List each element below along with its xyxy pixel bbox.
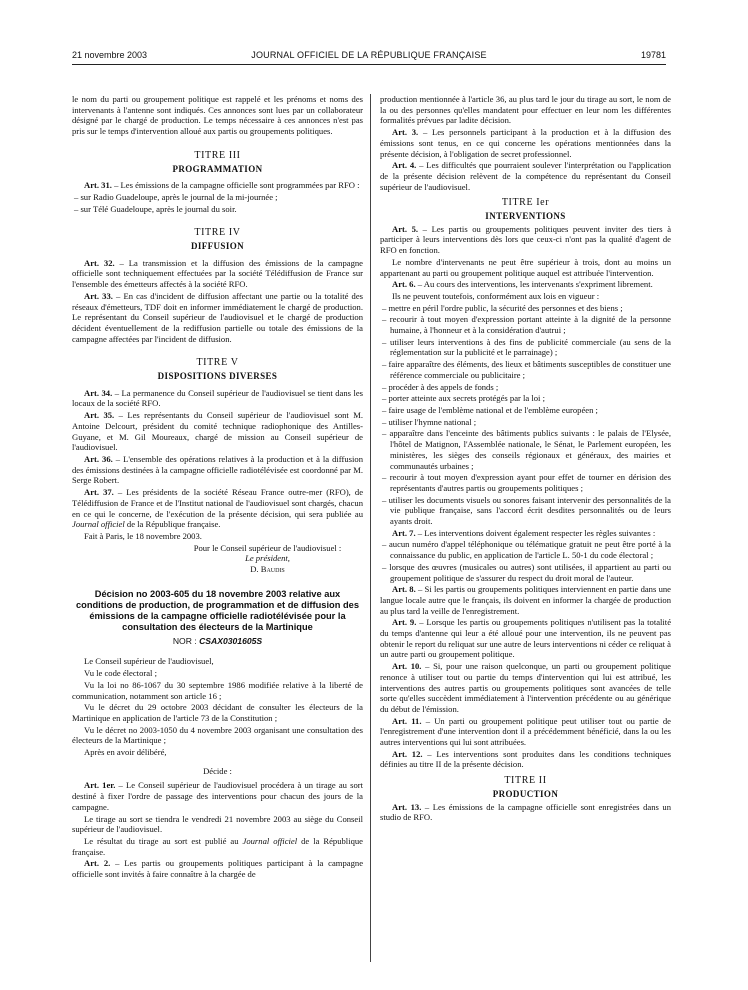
article-label: Art. 12.	[392, 748, 423, 759]
article-text: – Les émissions de la campagne officielle sont enregistrées dans un studio de RFO.	[380, 801, 672, 823]
article-text: – Les interventions doivent également respecter les règles suivantes :	[415, 527, 656, 538]
titre-heading: TITRE V	[196, 357, 239, 369]
article-text: – Si, pour une raison quelconque, un parti ou groupement politique renonce à utiliser tout ou partie du temps d'intervention qui lui est attribué, les interventions des autres partis ou groupements politiques sont avancées de telle sorte qu'elles succèdent immédiatement à l'intervention précédente ou au générique du début de l'émission.	[380, 661, 671, 714]
article-4	[380, 160, 671, 192]
list-item: – sur Radio Guadeloupe, après le journal de la mi-journée ;	[74, 191, 278, 202]
list-item: – sur Télé Guadeloupe, après le journal du soir.	[74, 203, 237, 214]
signature-line: Pour le Conseil supérieur de l'audiovisuel :	[193, 542, 342, 553]
text: de la République française.	[72, 835, 363, 857]
article-text: – Les partis ou groupements politiques participant à la campagne officielle sont invités à faire connaître à la chargée de	[72, 858, 364, 880]
article-text: – Si les partis ou groupements politiques interviennent en partie dans une langue locale autre que le français, ils doivent en informer la chargée de production au plus tard la veille de l'enregistrement.	[380, 584, 671, 616]
signature-block	[172, 543, 363, 575]
article-text: – En cas d'incident de diffusion affectant une partie ou la totalité des réseaux d'émetteurs, TDF doit en informer immédiatement le chargé de production. Le représentant du Conseil supérieur de l'audiovisuel et le chargé de production décident éventuellement de la rediffusion partielle ou totale des émissions de la campagne affectées par l'incident de diffusion.	[72, 290, 364, 344]
visa: Vu la loi no 86-1067 du 30 septembre 1986 modifiée relative à la liberté de communication, notamment son article 16 ;	[72, 679, 363, 701]
article-text: – Les difficultés que pourraient soulever l'interprétation ou l'application de la présente décision relèvent de la compétence du représentant du Conseil supérieur de l'audiovisuel.	[380, 160, 671, 192]
article-36	[72, 454, 363, 486]
text: Le résultat du tirage au sort est publié au	[84, 835, 243, 846]
decision-title: Décision no 2003-605 du 18 novembre 2003 relative aux conditions de production, de programmation et de diffusion des émissions de la campagne officielle radiotélévisée pour la consultation des électeurs de la Martinique	[75, 588, 360, 632]
titre-heading: TITRE IV	[194, 227, 241, 239]
article-text: – Un parti ou groupement politique peut utiliser tout ou partie de l'enregistrement d'une intervention dont il a précédemment bénéficié, dans la ou les autres interventions qui lui sont attribuées.	[380, 715, 672, 748]
article-34	[72, 388, 363, 409]
visa: Vu le code électoral ;	[84, 668, 157, 679]
list-item: – recourir à tout moyen d'expression portant atteinte à la dignité de la personne humaine, à l'honneur et à la considération d'autrui ;	[382, 314, 671, 336]
article-8	[380, 584, 671, 616]
paragraph: Le nombre d'intervenants ne peut être supérieur à trois, dont au moins un appartenant au parti ou groupement politique auquel est attribuée l'intervention.	[380, 256, 671, 278]
article-label: Art. 6.	[392, 279, 416, 290]
list-item: – faire apparaître des éléments, des lieux et bâtiments susceptibles de constituer une référence commerciale ou publicitaire ;	[382, 359, 671, 380]
article-text: – L'ensemble des opérations relatives à la production et à la diffusion des émissions destinées à la campagne officielle radiotélévisée est coordonné par M. Serge Robert.	[72, 453, 363, 486]
article-text: – Les représentants du Conseil supérieur de l'audiovisuel sont M. Antoine Delcourt, président du comité technique radiophonique des Antilles-Guyane, et M. Gil Moureaux, chargé de mission au Conseil supérieur de l'audiovisuel.	[72, 410, 364, 453]
signature-title: Le président,	[245, 553, 290, 564]
article-text: – Les partis ou groupements politiques peuvent inviter des tiers à participer à leurs interventions dès lors que ceux-ci n'ont pas la qualité d'agent de RFO en fonction.	[380, 223, 672, 256]
page-header	[72, 50, 666, 64]
article-label: Art. 9.	[392, 617, 417, 628]
article-label: Art. 31.	[84, 180, 112, 191]
journal-ref: Journal officiel	[242, 835, 298, 846]
article-11	[380, 716, 671, 748]
visa: Après en avoir délibéré,	[84, 747, 167, 758]
list-item: – faire usage de l'emblème national et de l'emblème européen ;	[382, 404, 598, 415]
article-6	[380, 279, 671, 290]
article-label: Art. 10.	[392, 661, 422, 672]
nor-code: CSAX0301605S	[199, 635, 263, 646]
paragraph: Le tirage au sort se tiendra le vendredi 21 novembre 2003 au siège du Conseil supérieur de l'audiovisuel.	[72, 813, 363, 835]
paragraph: production mentionnée à l'article 36, au plus tard le jour du tirage au sort, le nom de la ou des personnes qu'elles mandatent pour effectuer en leur nom les différentes formalités prévues par ladite décision.	[380, 94, 671, 126]
titre-heading: TITRE II	[504, 775, 547, 787]
article-text: de la République française.	[124, 519, 221, 530]
visa: Le Conseil supérieur de l'audiovisuel,	[84, 656, 214, 667]
article-label: Art. 13.	[392, 801, 422, 812]
signature-name: D. Baudis	[250, 564, 285, 575]
article-12	[380, 749, 671, 770]
article-label: Art. 11.	[392, 715, 422, 726]
article-text: – La transmission et la diffusion des émissions de la campagne officielle sont techniquement effectuées par la société Télédiffusion de France sur l'ensemble des émetteurs affectés à la société RFO.	[72, 257, 364, 290]
titre-subheading: PRODUCTION	[492, 788, 559, 799]
page-number: 19781	[640, 50, 666, 60]
article-3	[380, 127, 671, 159]
list-item: – lorsque des œuvres (musicales ou autres) sont utilisées, il appartient au parti ou groupement politique de s'assurer du respect du droit moral de l'auteur.	[382, 561, 671, 583]
article-text: – La permanence du Conseil supérieur de l'audiovisuel se tient dans les locaux de la société RFO.	[72, 387, 363, 409]
article-text: – Lorsque les partis ou groupements politiques n'utilisent pas la totalité du temps d'antenne qui leur a été alloué pour une intervention, ils ne peuvent pas obtenir le report du reliquat sur une autre de leurs interventions ni céder ce reliquat à un autre parti ou groupement politique.	[380, 617, 672, 660]
list-item: – porter atteinte aux secrets protégés par la loi ;	[382, 393, 545, 404]
fait-a-paris: Fait à Paris, le 18 novembre 2003.	[84, 530, 202, 541]
article-31	[72, 180, 363, 191]
article-label: Art. 34.	[84, 387, 113, 398]
list-item: – apparaître dans l'enceinte des bâtiments publics suivants : le palais de l'Elysée, l'hôtel de Matignon, l'Assemblée nationale, le Sénat, le Parlement européen, les ministères, les sièges des conseils régionaux et généraux, des mairies et communautés urbaines ;	[382, 428, 671, 471]
visa: Vu le décret no 2003-1050 du 4 novembre 2003 organisant une consultation des électeurs de la Martinique ;	[72, 724, 363, 746]
article-text: – Les émissions de la campagne officielle sont programmées par RFO :	[111, 180, 360, 191]
article-5	[380, 224, 671, 256]
titre-subheading: DIFFUSION	[190, 241, 245, 252]
article-label: Art. 36.	[84, 453, 113, 464]
visa: Vu le décret du 29 octobre 2003 décidant de consulter les électeurs de la Martinique en application de l'article 73 de la Constitution ;	[72, 702, 363, 723]
article-2	[72, 858, 363, 879]
article-label: Art. 3.	[392, 127, 419, 138]
header-rule	[72, 64, 666, 65]
article-7	[380, 528, 671, 539]
article-text: – Les personnels participant à la production et à la diffusion des émissions sont tenus, en ce qui concerne les opérations mentionnées dans la présente décision, à l'obligation de secret professionnel.	[380, 127, 671, 159]
list-item: – mettre en péril l'ordre public, la sécurité des personnes et des biens ;	[382, 302, 623, 313]
list-item: – utiliser les documents visuels ou sonores faisant intervenir des personnalités de la vie publique française, sans l'accord écrit desdites personnalités ou de leurs ayants droit.	[382, 494, 671, 527]
article-13	[380, 802, 671, 823]
article-35	[72, 410, 363, 453]
left-column	[72, 94, 363, 881]
titre-heading: TITRE Ier	[501, 197, 550, 209]
article-label: Art. 7.	[392, 527, 416, 538]
list-item: – utiliser leurs interventions à des fins de publicité commerciale (au sens de la réglementation sur la publicité et le parrainage) ;	[382, 336, 671, 358]
article-label: Art. 37.	[84, 487, 114, 498]
paragraph: le nom du parti ou groupement politique est rappelé et les prénoms et noms des intervenants à l'antenne sont indiqués. Ces annonces sont lues par un collaborateur désigné par le chargé de production. Le temps nécessaire à ces annonces n'est pas pris sur le temps d'intervention alloué aux partis ou groupements politiques.	[72, 94, 363, 137]
article-label: Art. 33.	[84, 290, 113, 301]
list-item: – utiliser l'hymne national ;	[382, 416, 477, 427]
article-text: – Au cours des interventions, les intervenants s'expriment librement.	[415, 279, 653, 290]
journal-title: JOURNAL OFFICIEL DE LA RÉPUBLIQUE FRANÇAISE	[251, 50, 487, 60]
list-item: – aucun numéro d'appel téléphonique ou télématique gratuit ne peut être porté à la connaissance du public, en application de l'article L. 50-1 du code électoral ;	[382, 539, 671, 561]
article-text: – Les présidents de la société Réseau France outre-mer (RFO), de Télédiffusion de France et de l'Institut national de l'audiovisuel sont chargés, chacun en ce qui le concerne, de l'exécution de la présente décision, qui sera publiée au	[72, 487, 364, 519]
titre-heading: TITRE III	[194, 149, 241, 161]
article-1	[72, 780, 363, 812]
list-item: – recourir à tout moyen d'expression ayant pour effet de tourner en dérision des représentants d'autres partis ou groupements politiques ;	[382, 472, 671, 493]
article-label: Art. 8.	[392, 584, 416, 595]
article-33	[72, 291, 363, 345]
article-label: Art. 4.	[392, 160, 417, 171]
right-column	[380, 94, 671, 824]
article-37	[72, 487, 363, 530]
article-label: Art. 35.	[84, 410, 115, 421]
decide-heading: Décide :	[203, 765, 232, 776]
article-text: – Les interventions sont produites dans les conditions techniques définies au titre II de la présente décision.	[380, 748, 672, 770]
paragraph	[72, 836, 363, 857]
article-label: Art. 2.	[84, 858, 111, 869]
column-divider	[370, 94, 371, 962]
nor-reference	[72, 636, 363, 647]
article-10	[380, 661, 671, 715]
titre-subheading: PROGRAMMATION	[172, 163, 263, 174]
article-label: Art. 1er.	[84, 780, 116, 791]
titre-subheading: DISPOSITIONS DIVERSES	[157, 371, 278, 382]
titre-subheading: INTERVENTIONS	[485, 211, 566, 222]
article-9	[380, 617, 671, 660]
article-label: Art. 32.	[84, 257, 115, 268]
header-date: 21 novembre 2003	[72, 50, 148, 60]
nor-label: NOR :	[172, 635, 200, 646]
article-text: – Le Conseil supérieur de l'audiovisuel procédera à un tirage au sort destiné à fixer l'ordre de passage des interventions pour chacun des jours de la campagne.	[72, 780, 363, 812]
article-label: Art. 5.	[392, 223, 419, 234]
list-item: – procéder à des appels de fonds ;	[382, 381, 499, 392]
article-32	[72, 258, 363, 290]
paragraph: Ils ne peuvent toutefois, conformément aux lois en vigueur :	[392, 290, 600, 301]
journal-ref: Journal officiel	[72, 519, 125, 530]
